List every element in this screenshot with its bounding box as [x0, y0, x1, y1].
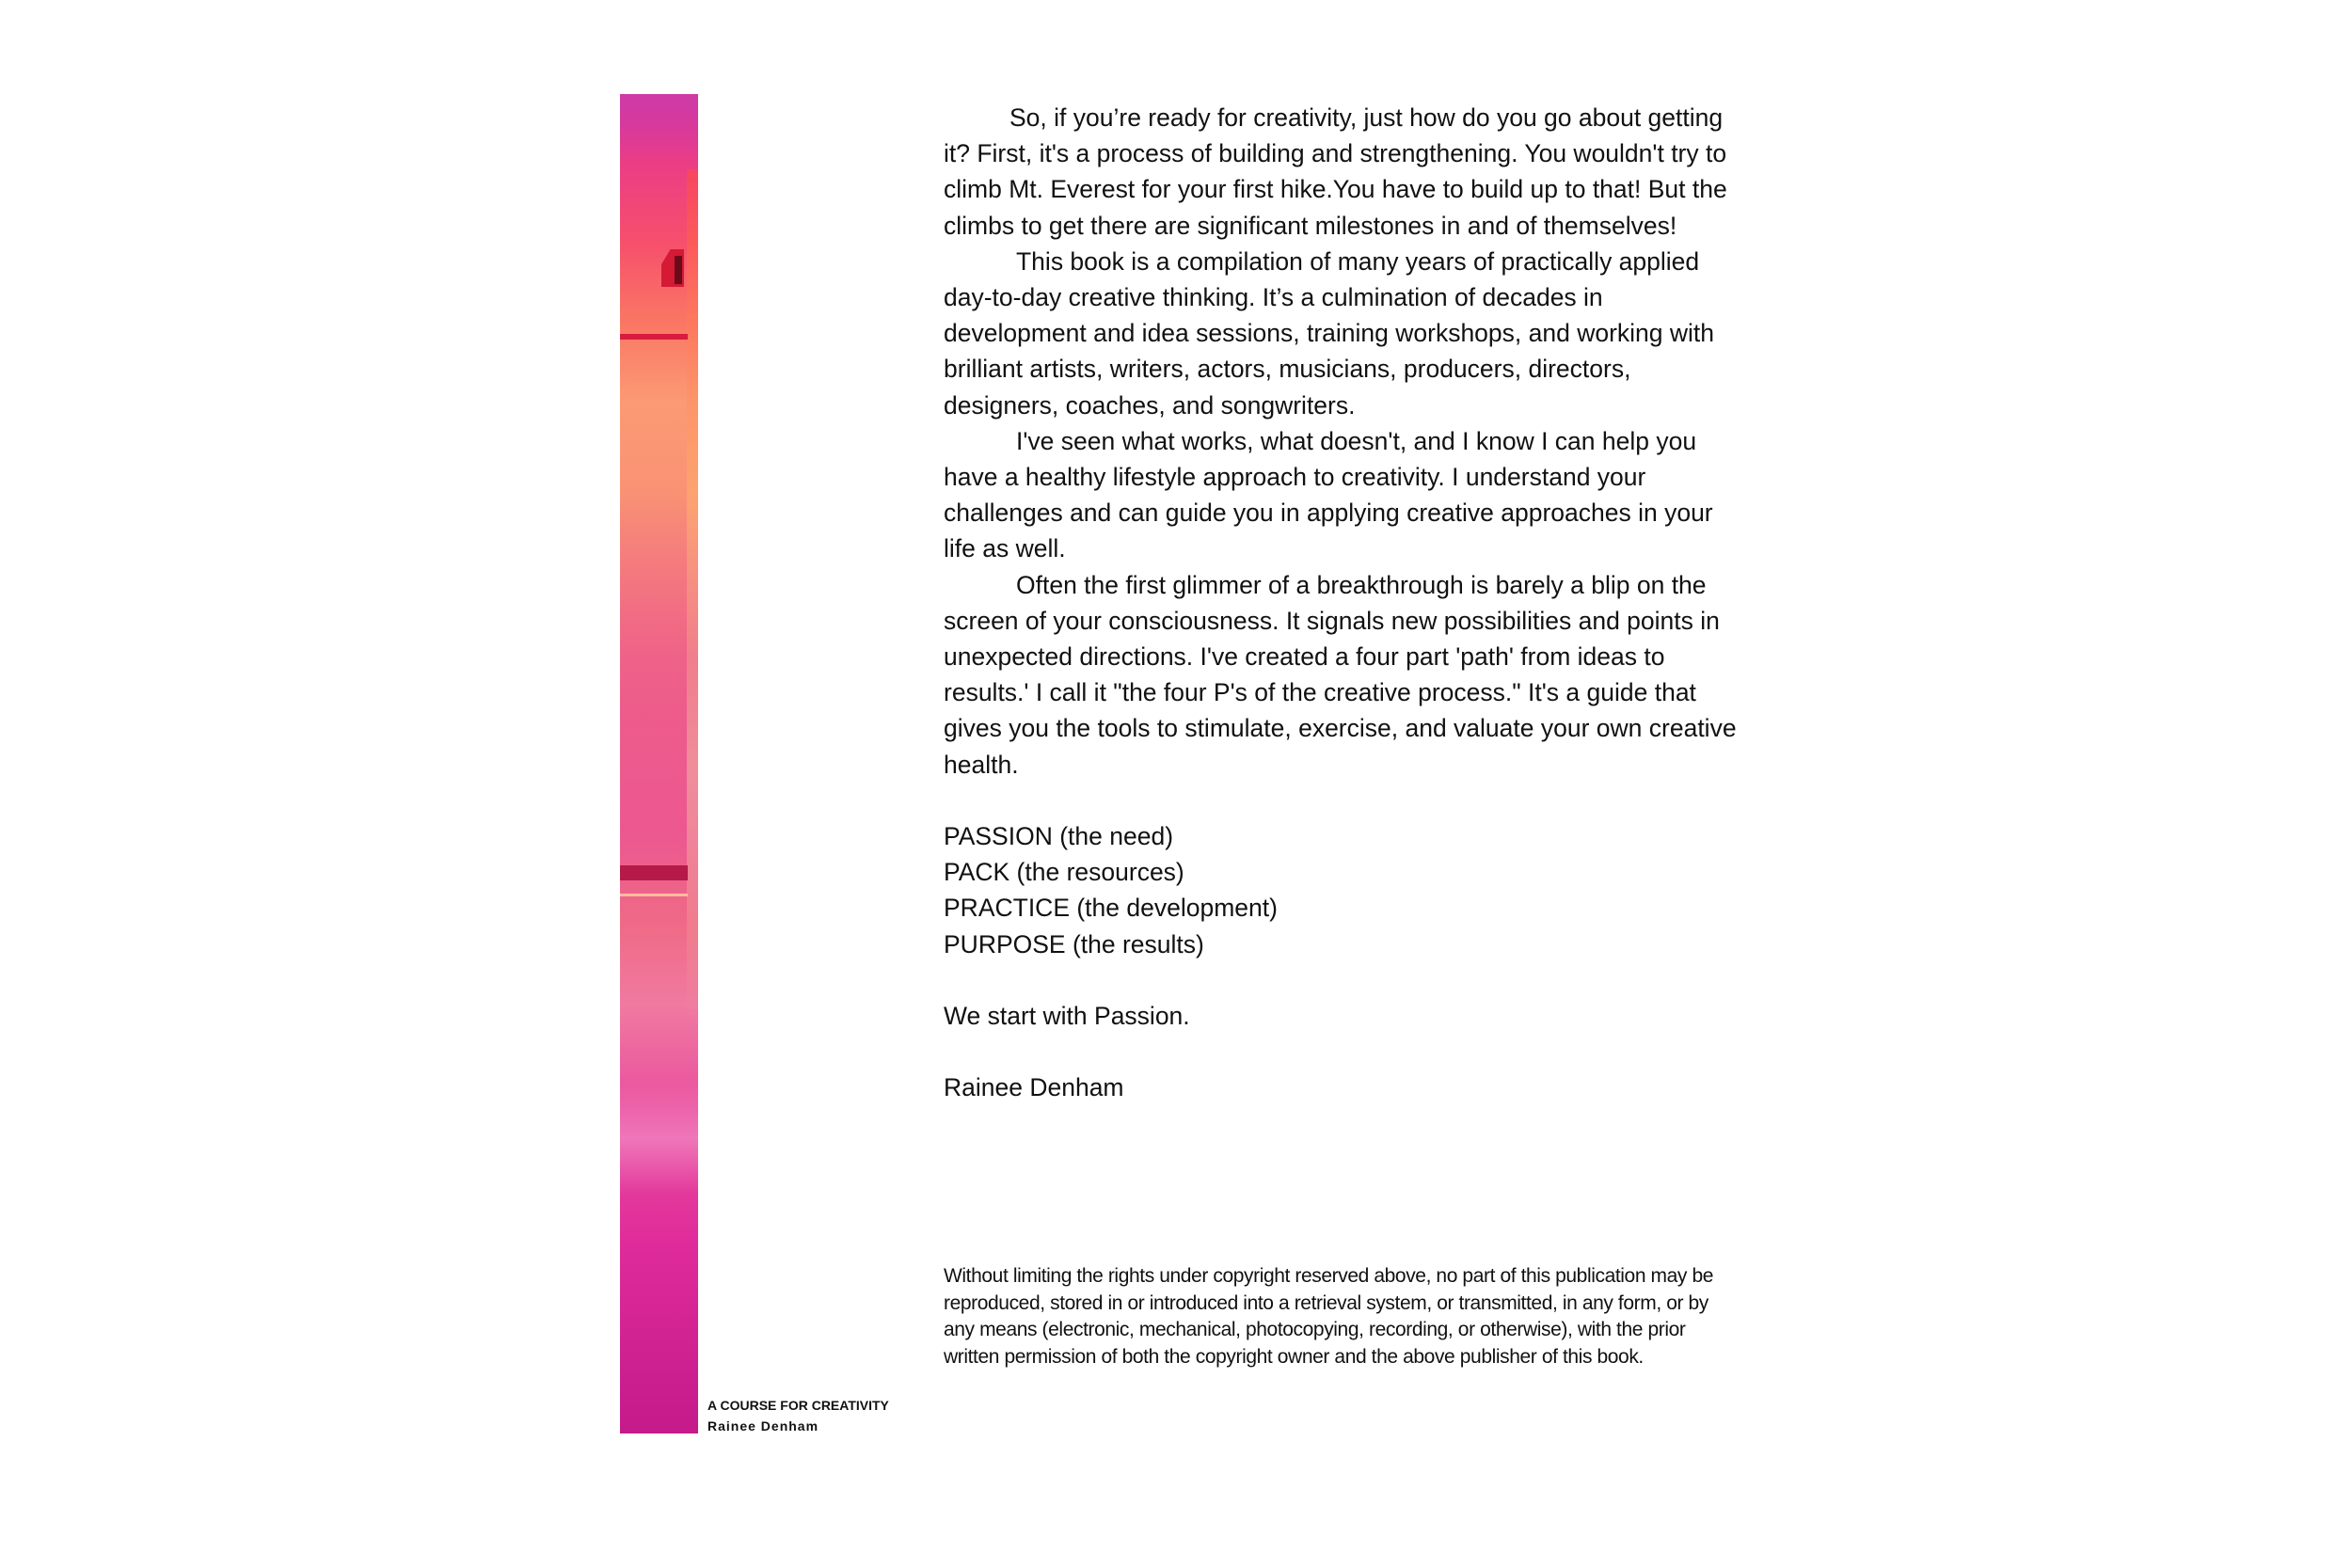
book-author: Rainee Denham	[707, 1418, 819, 1433]
four-ps-item-passion: PASSION (the need)	[944, 822, 1174, 851]
cover-caption	[707, 1395, 924, 1436]
spacer	[944, 783, 1743, 818]
main-text	[944, 100, 1743, 1106]
spacer	[944, 962, 1743, 998]
strip-mid-haze	[620, 489, 698, 828]
spacer	[944, 1034, 1743, 1069]
paragraph-intro: So, if you’re ready for creativity, just how do you go about getting it? First, it's a process of building and strengthening. You wouldn't try to climb Mt. Everest for your first hike.You have to build up to that! But the climbs to get there are significant milestones in and of themselves!	[944, 103, 1727, 240]
four-ps-item-practice: PRACTICE (the development)	[944, 894, 1278, 923]
paragraph-breakthrough: Often the first glimmer of a breakthrough is barely a blip on the screen of your consciousness. It signals new possibilities and points in unexpected directions. I've created a four part 'path' from ideas to results.' I call it "the four P's of the creative process." It's a guide that gives you the tools to stimulate, exercise, and valuate your own creative health.	[944, 570, 1737, 779]
paragraph-compilation: This book is a compilation of many years of practically applied day-to-day creative thinking. It’s a culmination of decades in development and idea sessions, training workshops, and working with brilliant artists, writers, actors, musicians, producers, directors, designers, coaches, and songwriters.	[944, 246, 1715, 420]
strip-dark-notch	[675, 256, 682, 284]
strip-bottom-haze	[620, 1082, 698, 1195]
strip-dark-red-bar	[620, 865, 688, 880]
paragraph-experience: I've seen what works, what doesn't, and I know I can help you have a healthy lifestyle approach to creativity. I understand your challenges and can guide you in applying creative approaches in your life as well.	[944, 426, 1713, 563]
copyright-notice: Without limiting the rights under copyright reserved above, no part of this publication may be reproduced, stored in or introduced into a retrieval system, or transmitted, in any form, or by any means (electronic, mechanical, photocopying, recording, or otherwise), with the prior written permission of both the copyright owner and the above publisher of this book.	[944, 1265, 1714, 1368]
four-ps-item-pack: PACK (the resources)	[944, 858, 1184, 887]
cover-image-strip	[620, 94, 698, 1433]
strip-glow-line	[620, 894, 688, 896]
signature: Rainee Denham	[944, 1073, 1124, 1102]
strip-thin-red-bar	[620, 334, 688, 340]
book-title: A COURSE FOR CREATIVITY	[707, 1398, 889, 1413]
closing-line: We start with Passion.	[944, 1002, 1190, 1031]
strip-top-glow	[620, 94, 698, 160]
four-ps-item-purpose: PURPOSE (the results)	[944, 929, 1204, 958]
